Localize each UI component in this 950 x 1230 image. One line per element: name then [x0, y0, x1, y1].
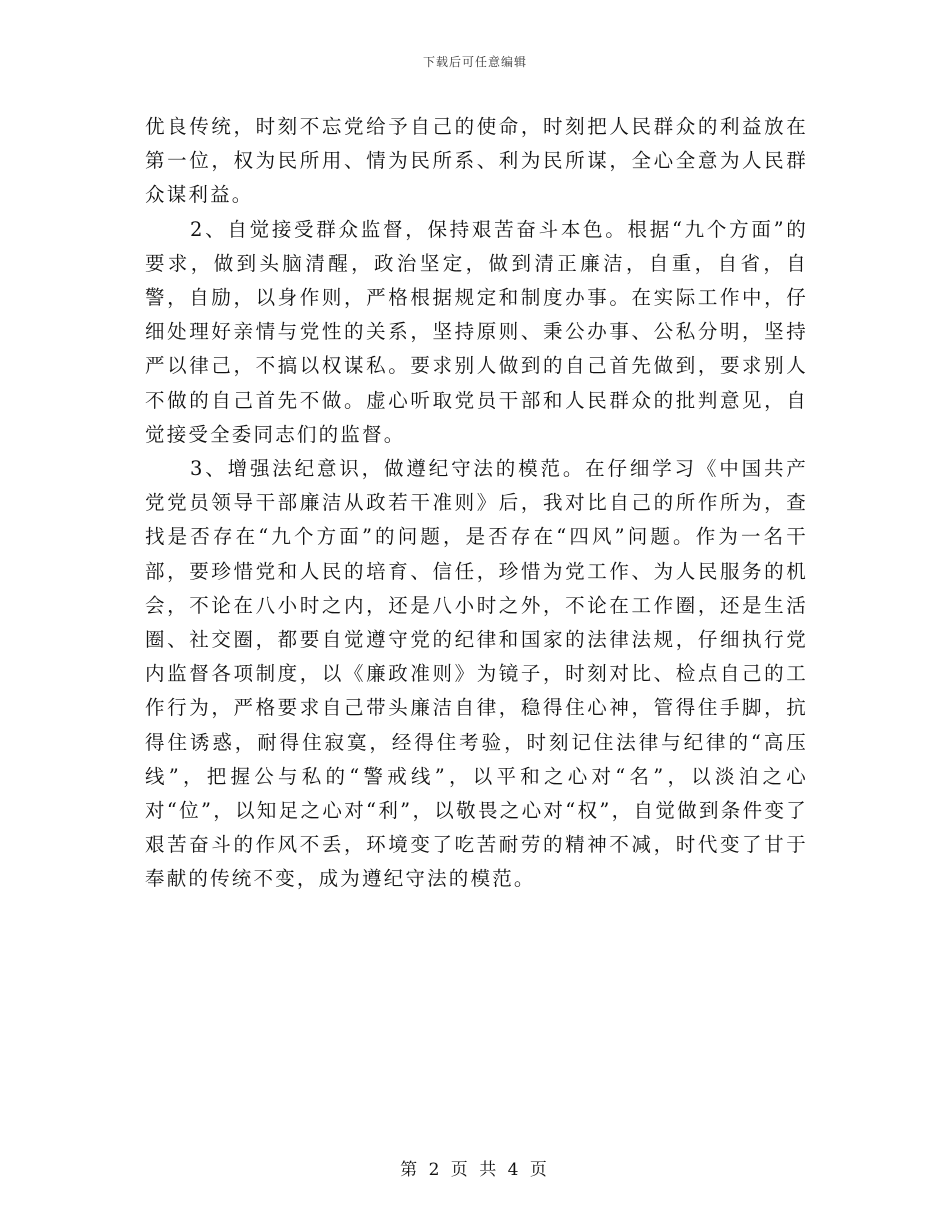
document-body	[145, 110, 808, 897]
header-note: 下载后可任意编辑	[422, 55, 527, 69]
paragraph-item-2: 2、自觉接受群众监督，保持艰苦奋斗本色。根据“九个方面”的要求，做到头脑清醒，政治坚定，做到清正廉洁，自重，自省，自警，自励，以身作则，严格根据规定和制度办事。在实际工作中，仔细处理好亲情与党性的关系，坚持原则、秉公办事、公私分明，坚持严以律己，不搞以权谋私。要求别人做到的自己首先做到，要求别人不做的自己首先不做。虚心听取党员干部和人民群众的批判意见，自觉接受全委同志们的监督。	[145, 217, 808, 446]
paragraph-item-3: 3、增强法纪意识，做遵纪守法的模范。在仔细学习《中国共产党党员领导干部廉洁从政若干准则》后，我对比自己的所作所为，查找是否存在“九个方面”的问题，是否存在“四风”问题。作为一名干部，要珍惜党和人民的培育、信任，珍惜为党工作、为人民服务的机会，不论在八小时之内，还是八小时之外，不论在工作圈，还是生活圈、社交圈，都要自觉遵守党的纪律和国家的法律法规，仔细执行党内监督各项制度，以《廉政准则》为镜子，时刻对比、检点自己的工作行为，严格要求自己带头廉洁自律，稳得住心神，管得住手脚，抗得住诱惑，耐得住寂寞，经得住考验，时刻记住法律与纪律的“高压线”，把握公与私的“警戒线”，以平和之心对“名”，以淡泊之心对“位”，以知足之心对“利”，以敬畏之心对“权”，自觉做到条件变了艰苦奋斗的作风不丢，环境变了吃苦耐劳的精神不减，时代变了甘于奉献的传统不变，成为遵纪守法的模范。	[145, 457, 808, 891]
paragraph-continued: 优良传统，时刻不忘党给予自己的使命，时刻把人民群众的利益放在第一位，权为民所用、情为民所系、利为民所谋，全心全意为人民群众谋利益。	[145, 115, 808, 207]
page-number: 第 2 页 共 4 页	[400, 1160, 550, 1180]
